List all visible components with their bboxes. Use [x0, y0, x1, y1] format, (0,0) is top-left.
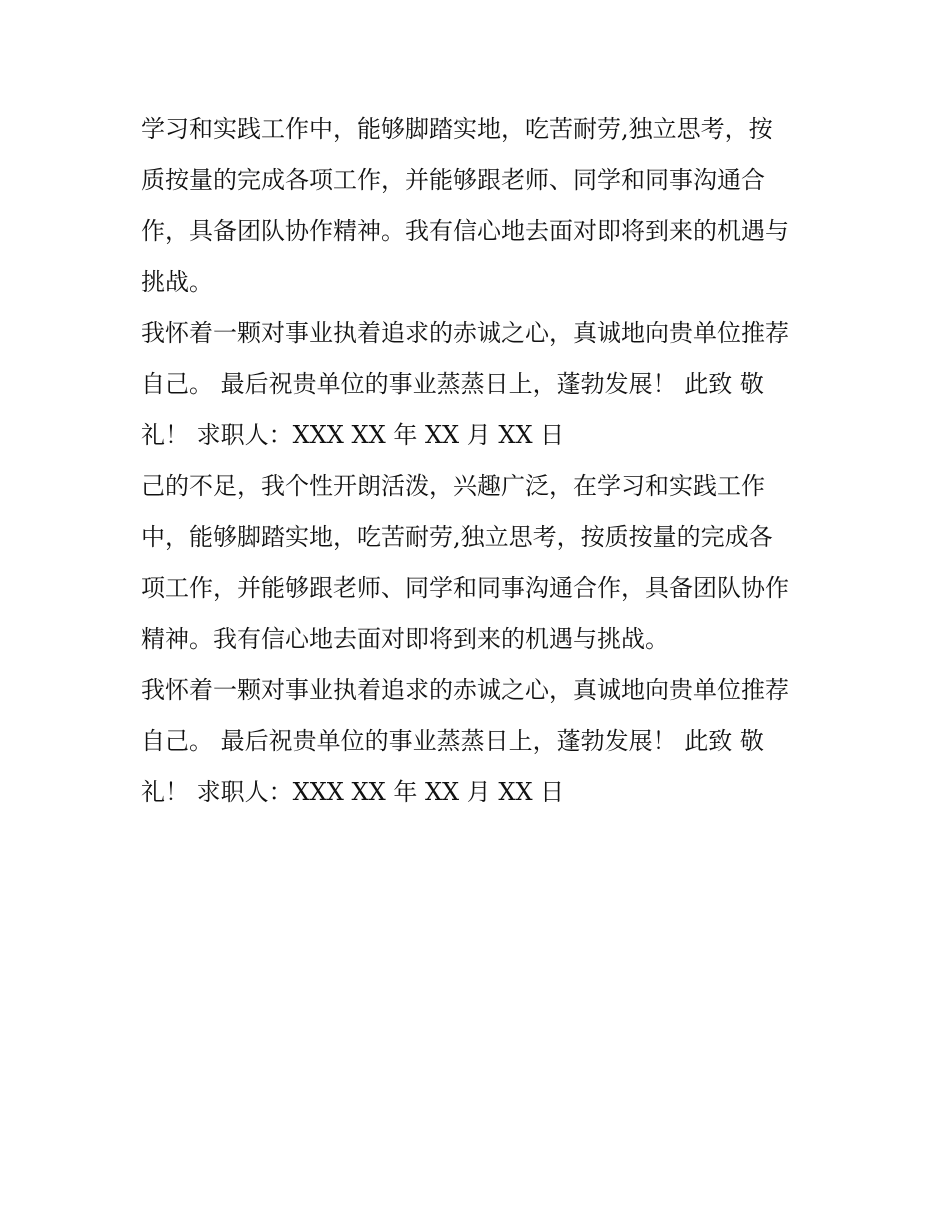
text-line: 己的不足，我个性开朗活泼，兴趣广泛，在学习和实践工作: [141, 472, 765, 500]
text-line: 挑战。: [141, 268, 213, 296]
text-line: 自己。 最后祝贵单位的事业蒸蒸日上，蓬勃发展！ 此致 敬: [141, 727, 764, 755]
text-line: 我怀着一颗对事业执着追求的赤诚之心，真诚地向贵单位推荐: [141, 319, 789, 347]
text-line: 我怀着一颗对事业执着追求的赤诚之心，真诚地向贵单位推荐: [141, 676, 789, 704]
document-body: [141, 104, 821, 818]
text-line: 质按量的完成各项工作，并能够跟老师、同学和同事沟通合: [141, 166, 765, 194]
text-line: 项工作，并能够跟老师、同学和同事沟通合作，具备团队协作: [141, 574, 789, 602]
text-line: 学习和实践工作中，能够脚踏实地，吃苦耐劳,独立思考，按: [141, 115, 773, 143]
text-line: 礼！ 求职人：XXX XX 年 XX 月 XX 日: [141, 778, 565, 806]
text-line: 自己。 最后祝贵单位的事业蒸蒸日上，蓬勃发展！ 此致 敬: [141, 370, 764, 398]
text-line: 作，具备团队协作精神。我有信心地去面对即将到来的机遇与: [141, 217, 789, 245]
text-line: 礼！ 求职人：XXX XX 年 XX 月 XX 日: [141, 421, 565, 449]
text-line: 中，能够脚踏实地，吃苦耐劳,独立思考，按质按量的完成各: [141, 523, 773, 551]
text-line: 精神。我有信心地去面对即将到来的机遇与挑战。: [141, 625, 669, 653]
